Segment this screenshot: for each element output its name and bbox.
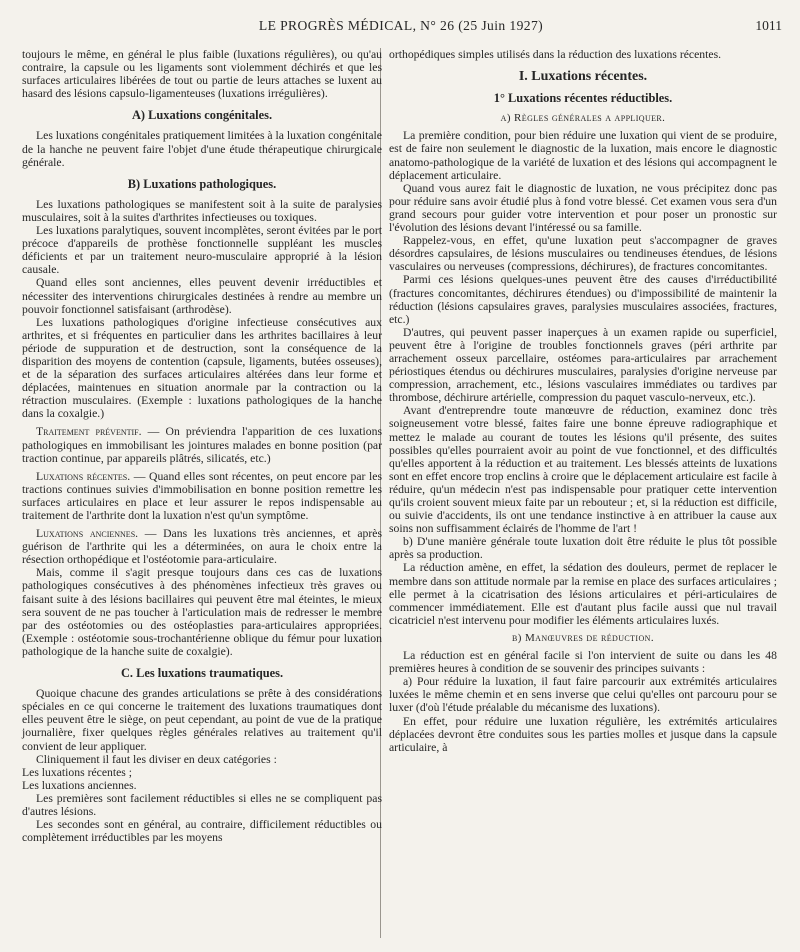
section-heading: I. Luxations récentes. — [518, 69, 648, 85]
section-heading: B) Luxations pathologiques. — [127, 176, 277, 191]
subsection-heading: a) Règles générales a appliquer. — [500, 112, 666, 125]
paragraph: La réduction amène, en effet, la sédation des douleurs, permet de replacer le membre dans son attitude normale par la remise en place des surfaces articulaires ; elle permet à la cicatrisation des lésions articulaires et péri-articulaires de commencer immédiatement. Elle est d'autant plus facile aussi que nul travail cicatriciel n'est intervenu pour modifier les éléments articulaires luxés. — [389, 561, 777, 627]
run-in-heading: Luxations récentes. — [36, 469, 131, 483]
paragraph: Les luxations paralytiques, souvent incomplètes, seront évitées par le port précoce d'appareils de prothèse fonctionnelle suppléant les muscles déficients et par un traitement neuro-musculaire approprié à la lésion causale. — [22, 224, 382, 277]
run-in-heading: Traitement préventif. — [36, 425, 142, 439]
paragraph: Quand elles sont anciennes, elles peuvent devenir irréductibles et nécessiter des interventions chirurgicales destinées à rendre au membre un pouvoir fonctionnel satisfaisant (arthrodèse). — [22, 276, 382, 316]
paragraph: a) Pour réduire la luxation, il faut faire parcourir aux extrémités articulaires luxées le même chemin et en sens inverse que celui qu'elles ont parcouru pour se luxer (d'où l'étude préalable du mécanisme des luxations). — [389, 675, 777, 715]
list-item: Les luxations récentes ; — [22, 765, 133, 779]
paragraph: Rappelez-vous, en effet, qu'une luxation peut s'accompagner de graves désordres capsulaires, de lésions musculaires ou tendineuses étendues, de lésions vasculaires ou nerveuses (compressions, déchirures), de fractures concomitantes. — [389, 234, 777, 274]
page-number: 1011 — [755, 18, 782, 33]
paragraph: Les luxations pathologiques se manifestent soit à la suite de paralysies musculaires, soit à la suites d'arthrites infectieuses ou toxiques. — [22, 197, 382, 224]
paragraph: b) D'une manière générale toute luxation doit être réduite le plus tôt possible après sa production. — [389, 535, 777, 562]
page-header — [20, 14, 782, 34]
paragraph — [22, 425, 382, 464]
paragraph: Les luxations congénitales pratiquement limitées à la luxation congénitale de la hanche ne peuvent faire l'objet d'une étude thérapeutique chirurgicale générale. — [22, 129, 382, 169]
paragraph-text: — On préviendra l'apparition de ces luxations pathologiques en immobilisant les jointures malades en bonne position (par traction continue, par appareils plâtrés, silicatés, etc.) — [22, 425, 382, 465]
run-in-heading: Luxations anciennes. — [36, 527, 139, 541]
paragraph: En effet, pour réduire une luxation régulière, les extrémités articulaires déplacées devront être conduites sous les parties molles et jusque dans la capsule articulaire, à — [389, 714, 777, 754]
section-heading: C. Les luxations traumatiques. — [120, 666, 284, 681]
section-heading: A) Luxations congénitales. — [131, 108, 273, 123]
paragraph — [22, 470, 382, 522]
paragraph: Avant d'entreprendre toute manœuvre de réduction, examinez donc très soigneusement votre blessé, faites faire une bonne épreuve radiographique et mettez le malade au courant de toutes les lésions qu'il présente, des suites possibles qu'elles pourraient avoir au point de vue fonctionnel, et des difficultés qu'elles apportent à la réduction et au traitement. Les blessés atteints de luxations sont en effet encore trop enclins à croire que le déplacement articulaire est facile à réduire, qu'un médecin n'est pas indispensable pour pratiquer cette intervention qu'ils croient souvent mieux faite par un rebouteur ; et, si la réduction est difficile, ou suivie d'accidents, ils ont une tendance instinctive à en attribuer la cause aux soins non suffisamment éclairés de l'homme de l'art ! — [389, 404, 777, 536]
paragraph: Quoique chacune des grandes articulations se prête à des considérations spéciales en ce qui concerne le traitement des luxations traumatiques dont elles peuvent être le siège, on peut cependant, au point de vue de la pratique journalière, fixer quelques règles générales relatives au traitement qu'il convient de leur appliquer. — [22, 687, 382, 753]
subsection-heading: 1° Luxations récentes réductibles. — [493, 91, 673, 106]
paragraph: La réduction est en général facile si l'on intervient de suite ou dans les 48 premières heures à condition de se souvenir des principes suivants : — [389, 649, 777, 676]
paragraph: Les premières sont facilement réductibles si elles ne se compliquent pas d'autres lésions. — [22, 791, 382, 818]
list-item: Les luxations anciennes. — [22, 778, 137, 792]
paragraph-text: — Dans les luxations très anciennes, et après guérison de l'arthrite qui les a déterminées, on aura le choix entre la résection orthopédique et l'ostéotomie para-articulaire. — [22, 527, 382, 567]
paragraph: Quand vous aurez fait le diagnostic de luxation, ne vous précipitez donc pas pour réduire sans avoir étudié plus à fond votre blessé. Cet examen vous sera d'un grand secours pour guider votre intervention et pour poser un pronostic sur l'évolution des lésions devant l'intéressé ou sa famille. — [389, 181, 777, 235]
paragraph: Cliniquement il faut les diviser en deux catégories : — [36, 752, 277, 766]
paragraph: Mais, comme il s'agit presque toujours dans ces cas de luxations pathologiques consécutives à des phénomènes infectieux très graves ou faisant suite à des lésions bacillaires qui peuvent être mal éteintes, le mieux sera souvent de ne pas toucher à l'articulation mais de redresser le membre par des ostéotomies ou des ostéoplasties para-articulaires appropriées. (Exemple : ostéotomie sous-trochantérienne oblique du fémur pour luxation pathologique de la hanche suite de coxalgie). — [22, 566, 382, 658]
paragraph — [22, 527, 382, 566]
paragraph-text: — Quand elles sont récentes, on peut encore par les tractions continues suivies d'immobilisation en bonne position remettre les surfaces articulaires en place et leur assurer le repos indispensable au traitement de l'arthrite dont la luxation n'est qu'un symptôme. — [22, 469, 382, 522]
left-column — [22, 48, 382, 844]
paragraph: toujours le même, en général le plus faible (luxations régulières), ou qu'au contraire, la capsule ou les ligaments sont violemment déchirés et que les surfaces articulaires libérées de tout ou partie de leurs attaches se luxent au hasard des lésions capsulo-ligamenteuses (luxations irrégulières). — [22, 48, 382, 101]
paragraph: Les secondes sont en général, au contraire, difficilement réductibles ou complètement irréductibles par les moyens — [22, 818, 382, 845]
right-column — [389, 48, 777, 754]
subsection-heading: b) Manœuvres de réduction. — [512, 631, 654, 644]
paragraph: La première condition, pour bien réduire une luxation qui vient de se produire, est de faire non seulement le diagnostic de la luxation, mais encore le diagnostic anatomo-pathologique de la variété de luxation et des lésions qui accompagnent le déplacement articulaire. — [389, 129, 777, 182]
paragraph: D'autres, qui peuvent passer inaperçues à un examen rapide ou superficiel, peuvent être à l'origine de troubles fonctionnels graves (péri arthrite par arrachement osseux parcellaire, ostéomes para-articulaires par arrachement périostiques étendus ou déchirures musculaires, paralysies d'origine nerveuse par compression, arrachement, etc., lésions vasculaires immédiates ou tardives par thrombose, déchirure artérielle, compression du paquet vasculo-nerveux, etc.). — [389, 325, 777, 405]
paragraph: Parmi ces lésions quelques-unes peuvent être des causes d'irréductibilité (fractures concomitantes, déchirures étendues) ou d'impossibilité de maintenir la réduction (lésions capsulaires graves, paralysies musculaires associées, fractures, etc.) — [389, 273, 777, 326]
paragraph: orthopédiques simples utilisés dans la réduction des luxations récentes. — [389, 48, 722, 61]
journal-title: LE PROGRÈS MÉDICAL, N° 26 (25 Juin 1927) — [258, 18, 544, 33]
paragraph: Les luxations pathologiques d'origine infectieuse consécutives aux arthrites, et si fréquentes en particulier dans les arthrites bacillaires à leur période de suppuration et de destruction, sont la conséquence de la disparition des moyens de contention (capsule, ligaments, butées osseuses), et de la séparation des surfaces articulaires altérées dans leur forme et déplacées, maintenues en situation anormale par la contraction ou la rétraction musculaires. (Exemple : luxations pathologiques de la hanche dans la coxalgie.) — [22, 315, 382, 421]
